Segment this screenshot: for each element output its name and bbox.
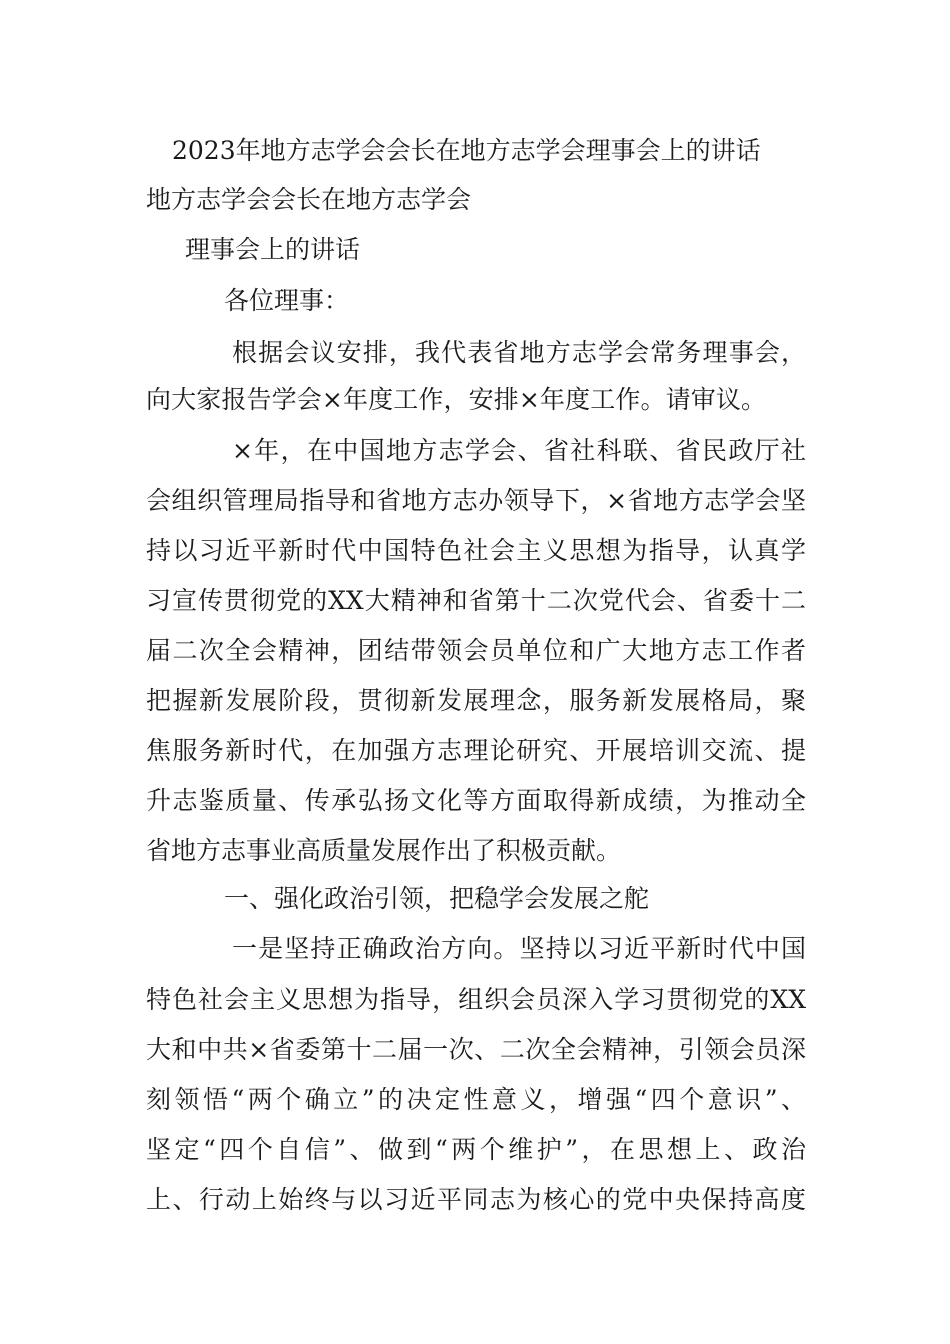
paragraph-2-line-1: ×年，在中国地方志学会、省社科联、省民政厅社 (232, 436, 806, 465)
paragraph-2-line-4: 习宣传贯彻党的XX大精神和省第十二次党代会、省委十二 (146, 586, 806, 615)
document-title: 2023年地方志学会会长在地方志学会理事会上的讲话 (172, 136, 761, 165)
paragraph-1-line-2: 向大家报告学会×年度工作，安排×年度工作。请审议。 (146, 385, 766, 414)
paragraph-2-line-2: 会组织管理局指导和省地方志办领导下，×省地方志学会坚 (146, 486, 806, 515)
paragraph-3-line-2: 特色社会主义思想为指导，组织会员深入学习贯彻党的XX (146, 985, 806, 1014)
document-subtitle-line-2: 理事会上的讲话 (185, 235, 361, 264)
paragraph-3-line-6: 上、行动上始终与以习近平同志为核心的党中央保持高度 (146, 1185, 806, 1214)
paragraph-1-line-1: 根据会议安排，我代表省地方志学会常务理事会， (232, 338, 806, 367)
paragraph-2-line-9: 省地方志事业高质量发展作出了积极贡献。 (146, 836, 622, 865)
paragraph-3-line-4: 刻领悟“两个确立”的决定性意义，增强“四个意识”、 (146, 1085, 806, 1114)
paragraph-2-line-6: 把握新发展阶段，贯彻新发展理念，服务新发展格局，聚 (146, 686, 806, 715)
paragraph-3-line-5: 坚定“四个自信”、做到“两个维护”，在思想上、政治 (146, 1135, 806, 1164)
section-heading-1: 一、强化政治引领，把稳学会发展之舵 (224, 884, 650, 913)
paragraph-2-line-5: 届二次全会精神，团结带领会员单位和广大地方志工作者 (146, 636, 806, 665)
paragraph-2-line-3: 持以习近平新时代中国特色社会主义思想为指导，认真学 (146, 536, 806, 565)
paragraph-2-line-7: 焦服务新时代，在加强方志理论研究、开展培训交流、提 (146, 736, 806, 765)
paragraph-3-line-3: 大和中共×省委第十二届一次、二次全会精神，引领会员深 (146, 1035, 806, 1064)
salutation: 各位理事： (224, 286, 350, 315)
paragraph-3-line-1: 一是坚持正确政治方向。坚持以习近平新时代中国 (232, 934, 806, 963)
document-subtitle-line-1: 地方志学会会长在地方志学会 (146, 185, 472, 214)
paragraph-2-line-8: 升志鉴质量、传承弘扬文化等方面取得新成绩，为推动全 (146, 786, 806, 815)
